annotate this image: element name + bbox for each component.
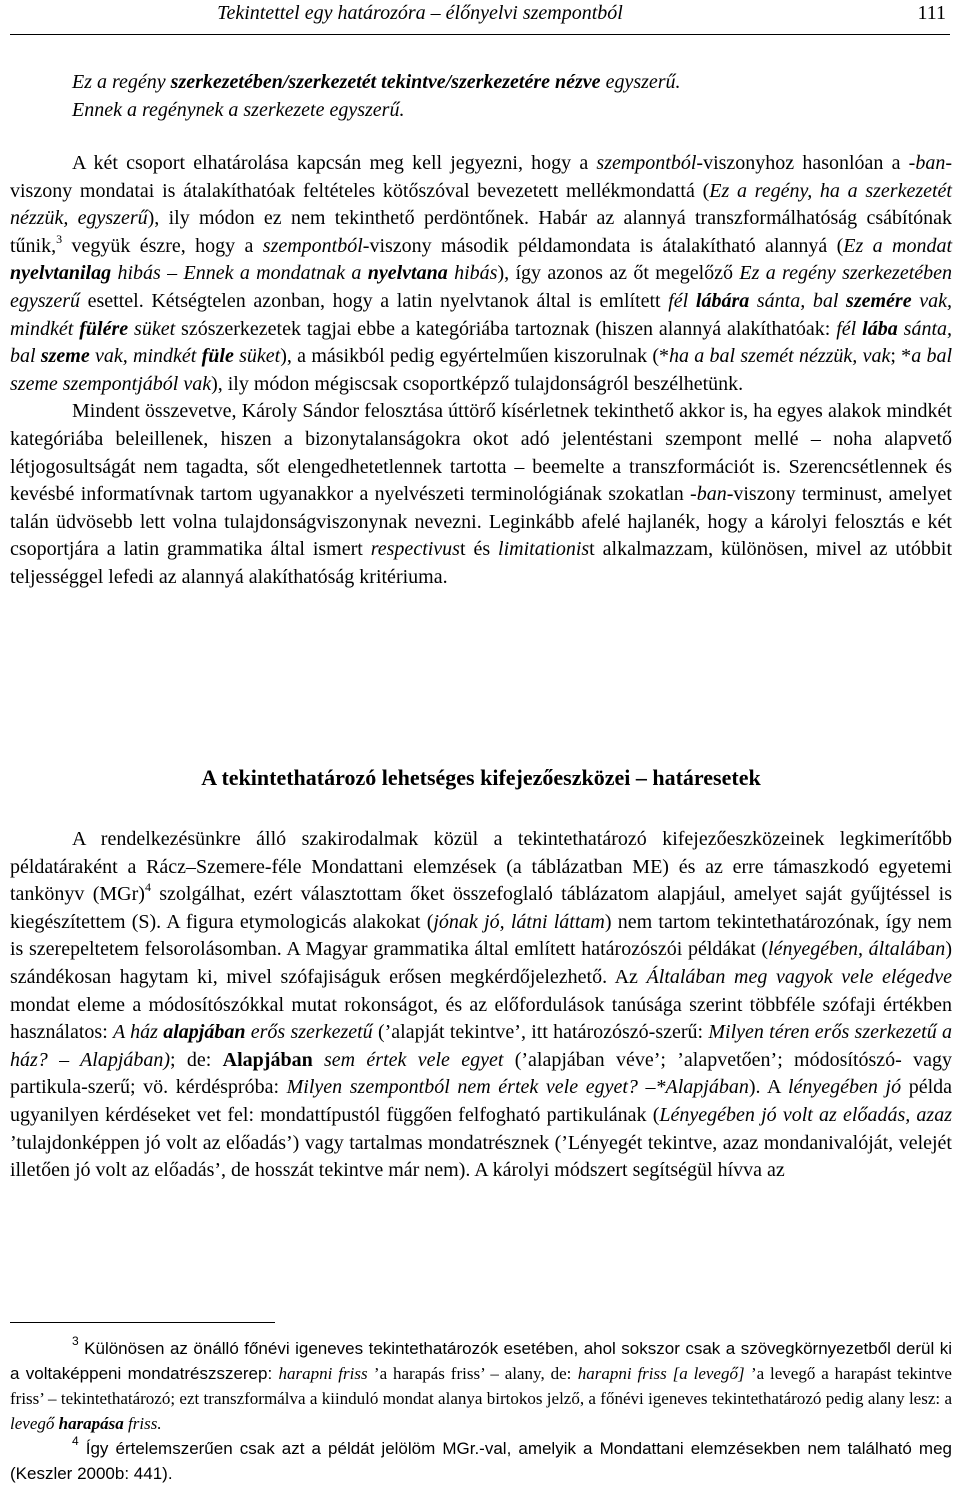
footnote-3: $^3$ Különösen az önálló főnévi igeneves tekintethatározók esetében, ahol sokszor csak a szövegkörnyezetből derül ki a voltaképpeni mondatrészszerep: harapni friss ’a harapás friss’ – alany, de: harapni friss [a levegő] ’a levegő a harapást tekintve friss’ – tekintethatározó; ezt transzformálva a kiinduló mondat alanya birtokos jelző, a főnévi igeneves tekintethatározó pedig alany lesz: a levegő harapása friss. xyxy=(10,1334,952,1433)
paragraph: A két csoport elhatárolása kapcsán meg kell jegyezni, hogy a szempontból-viszonyhoz hasonlóan a -ban-viszony mondatai is átalakíthatóak feltételes kötőszóval bevezetett mellékmondattá (Ez a regény, ha a szerkezetét nézzük, egyszerű), ily módon ez nem tekinthető perdöntőnek. Habár az alannyá transzformálhatóság csábítónak tűnik,$^3$ vegyük észre, hogy a szempontból-viszony második példamondata is átalakítható alannyá (Ez a mondat nyelvtanilag hibás – Ennek a mondatnak a nyelvtana hibás), így azonos az őt megelőző Ez a regény szerkezetében egyszerű esettel. Kétségtelen azonban, hogy a latin nyelvtanok által is említett fél lábára sánta, bal szemére vak, mindkét fülére süket szószerkezetek tagjai ebbe a kategóriába tartoznak (hiszen alannyá alakíthatóak: fél lába sánta, bal szeme vak, mindkét füle süket), a másikból pedig egyértelműen kiszorulnak (*ha a bal szemét nézzük, vak; *a bal szeme szempontjából vak), ily módon mégiscsak csoportképző tulajdonságról beszélhetünk. xyxy=(10,152,953,395)
body-section-2 xyxy=(10,826,952,1185)
example-line-1: Ez a regény szerkezetében/szerkezetét tekintve/szerkezetére nézve egyszerű. xyxy=(72,71,681,93)
footnotes xyxy=(10,1336,952,1486)
example-line-2: Ennek a regénynek a szerkezete egyszerű. xyxy=(72,98,405,121)
running-head xyxy=(10,0,950,35)
paragraph: Mindent összevetve, Károly Sándor felosztása úttörő kísérletnek tekinthető akkor is, ha egyes alakok mindkét kategóriába beleillenek, hiszen a bizonytalanságokra okot adó jelentéstani szempont mellé – noha alapvető létjogosultságát nem tagadta, sőt elengedhetetlennek tartotta – beemelte a transzformációt is. Szerencsétlennek és kevésbé informatívnak tartom ugyanakkor a nyelvészeti terminológiának szokatlan -ban-viszony terminust, amelyet talán üdvösebb lett volna tulajdonságviszonynak nevezni. Leginkább afelé hajlanék, hogy a károlyi felosztás e két csoportjára a latin grammatika által ismert respectivust és limitationist alkalmazzam, különösen, mivel az utóbbit teljességgel lefedi az alannyá alakíthatóság kritériuma. xyxy=(10,400,952,588)
footnote-4: $^4$ Így értelemszerűen csak azt a példát jelölöm MGr.-val, amelyik a Mondattani elemzésekben nem található meg (Keszler 2000b: 441). xyxy=(10,1434,952,1483)
paragraph: A rendelkezésünkre álló szakirodalmak közül a tekintethatározó kifejezőeszközeinek legkimerítőbb példatáraként a Rácz–Szemere-féle Mondattani elemzések (a táblázatban ME) és az erre támaszkodó egyetemi tankönyv (MGr)$^4$ szolgálhat, ezért választottam őket összefoglaló táblázatom alapjául, amelyet saját gyűjtéssel is kiegészítettem (S). A figura etymologicás alakokat (jónak jó, látni láttam) nem tartom tekintethatározónak, így nem is szerepeltetem felsorolásomban. A Magyar grammatika által említett határozószói példákat (lényegében, általában) szándékosan hagytam ki, mivel szófajiságuk erősen megkérdőjelezhető. Az Általában meg vagyok vele elégedve mondat eleme a módosítószókkal mutat rokonságot, és az előfordulások tanúsága szerint többféle szófaji értékben használatos: A ház alapjában erős szerkezetű (’alapját tekintve’, itt határozószó-szerű: Milyen téren erős szerkezetű a ház? – Alapjában); de: Alapjában sem értek vele egyet (’alapjában véve’; ’alapvetően’; módosítószó- vagy partikula-szerű; vö. kérdéspróba: Milyen szempontból nem értek vele egyet? –*Alapjában). A lényegében jó példa ugyanilyen kérdéseket vet fel: mondattípustól függően felfogható partikulának (Lényegében jó volt az előadás, azaz ’tulajdonképpen jó volt az előadás’) vagy tartalmas mondatrésznek (’Lényegét tekintve, azaz mondanivalóját, velejét illetően jó volt az előadás’, de hosszát tekintve már nem). A károlyi módszert segítségül hívva az xyxy=(10,828,953,1182)
page-number: 111 xyxy=(917,2,946,24)
example-sentences xyxy=(72,69,952,124)
section-title: A tekintethatározó lehetséges kifejezőeszközei – határesetek xyxy=(201,765,761,790)
footnote-rule xyxy=(10,1322,275,1323)
body-section-1 xyxy=(10,150,952,592)
running-title: Tekintettel egy határozóra – élőnyelvi szempontból xyxy=(217,2,623,24)
